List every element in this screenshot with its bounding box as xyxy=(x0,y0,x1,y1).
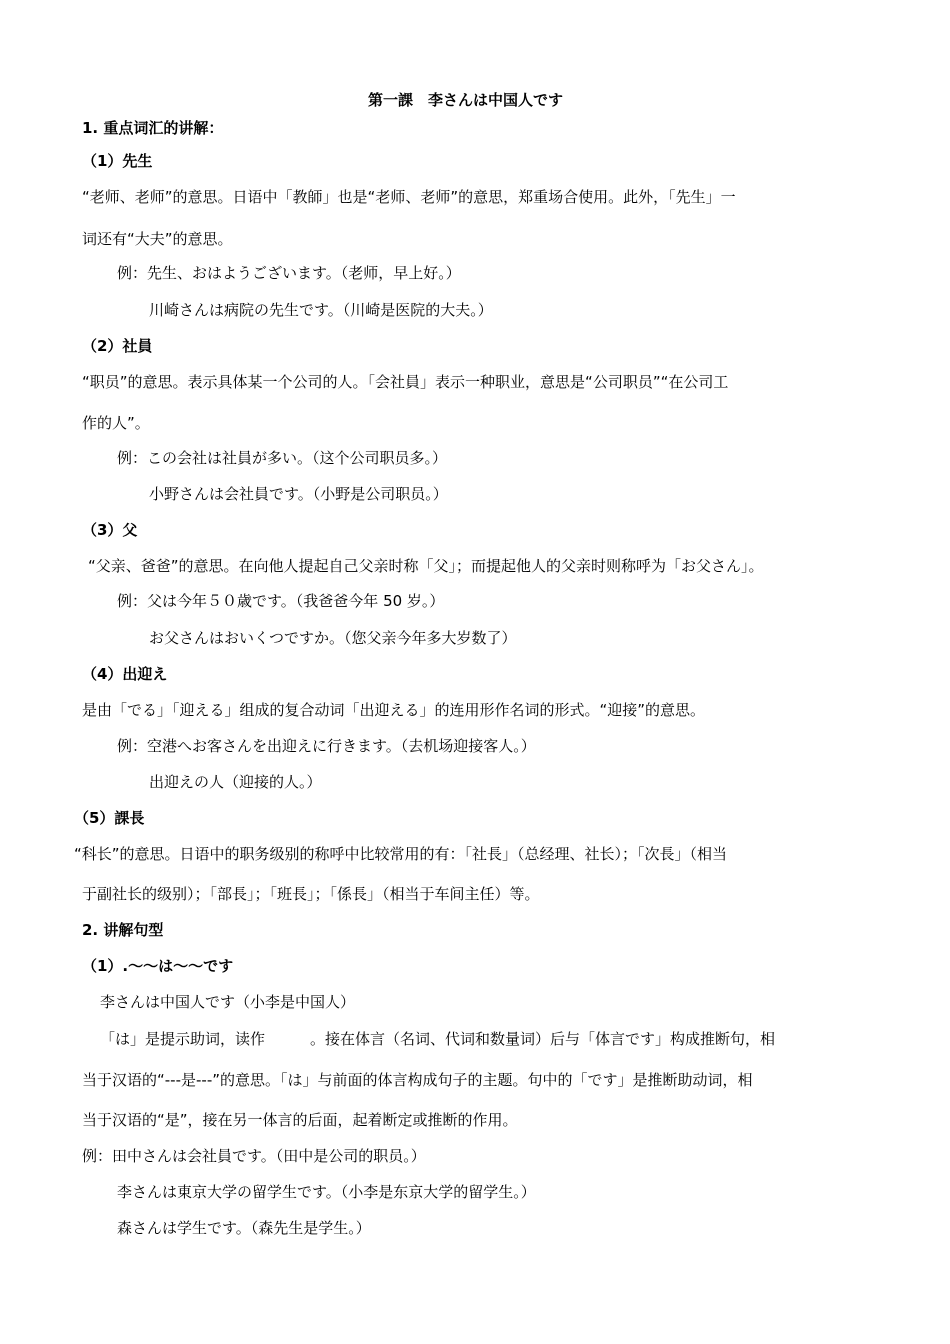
pattern-sample: 李さんは中国人です（小李是中国人） xyxy=(100,993,356,1011)
example-sentence: 小野さんは会社員です。（小野是公司职员。） xyxy=(149,485,448,503)
vocab-desc-line: “科长”的意思。日语中的职务级别的称呼中比较常用的有：「社長」（总经理、社长）；「次長」（相当 xyxy=(74,845,728,863)
pattern-explanation-line: 当于汉语的“---是---”的意思。「は」与前面的体言构成句子的主题。句中的「です」是推断助动词，相 xyxy=(82,1071,753,1089)
vocab-heading-chichi: （3）父 xyxy=(82,521,138,539)
vocab-desc-line: 作的人”。 xyxy=(82,414,150,432)
vocab-desc-line: “职员”的意思。表示具体某一个公司的人。「会社員」表示一种职业，意思是“公司职员”“在公司工 xyxy=(82,373,729,391)
section-1-heading: 1. 重点词汇的讲解： xyxy=(82,119,224,137)
example-sentence: 川崎さんは病院の先生です。（川崎是医院的大夫。） xyxy=(149,301,493,319)
example-sentence: 例：空港へお客さんを出迎えに行きます。（去机场迎接客人。） xyxy=(117,737,536,755)
example-sentence: 例：父は今年５０歳です。（我爸爸今年 50 岁。） xyxy=(117,592,445,610)
vocab-desc-line: 于副社长的级别）；「部長」；「班長」；「係長」（相当于车间主任）等。 xyxy=(82,885,540,903)
vocab-desc-line: 是由「でる」「迎える」组成的复合动词「出迎える」的连用形作名词的形式。“迎接”的意思。 xyxy=(82,701,706,719)
lesson-title: 第一課 李さんは中国人です xyxy=(368,91,564,109)
example-sentence: 李さんは東京大学の留学生です。（小李是东京大学的留学生。） xyxy=(117,1183,536,1201)
example-sentence: 例：先生、おはようございます。（老师，早上好。） xyxy=(117,264,461,282)
example-sentence: 例：田中さんは会社員です。（田中是公司的职员。） xyxy=(82,1147,426,1165)
vocab-desc-line: “老师、老师”的意思。日语中「教師」也是“老师、老师”的意思，郑重场合使用。此外，「先生」一 xyxy=(82,188,736,206)
vocab-heading-sensei: （1）先生 xyxy=(82,152,153,170)
example-sentence: お父さんはおいくつですか。（您父亲今年多大岁数了） xyxy=(149,629,517,647)
pattern-heading: （1）.～～は～～です xyxy=(82,957,234,975)
vocab-desc-line: 词还有“大夫”的意思。 xyxy=(82,230,233,248)
vocab-heading-kacho: （5）課長 xyxy=(74,809,145,827)
example-sentence: 森さんは学生です。（森先生是学生。） xyxy=(117,1219,371,1237)
vocab-heading-shain: （2）社員 xyxy=(82,337,153,355)
example-sentence: 例：この会社は社員が多い。（这个公司职员多。） xyxy=(117,449,448,467)
pattern-explanation-line: 「は」是提示助词，读作 。接在体言（名词、代词和数量词）后与「体言です」构成推断句，相 xyxy=(100,1030,776,1048)
section-2-heading: 2. 讲解句型 xyxy=(82,921,164,939)
vocab-heading-demukae: （4）出迎え xyxy=(82,665,168,683)
example-sentence: 出迎えの人（迎接的人。） xyxy=(149,773,322,791)
vocab-desc-line: “父亲、爸爸”的意思。在向他人提起自己父亲时称「父」；而提起他人的父亲时则称呼为「お父さん」。 xyxy=(88,557,764,575)
pattern-explanation-line: 当于汉语的“是”，接在另一体言的后面，起着断定或推断的作用。 xyxy=(82,1111,518,1129)
